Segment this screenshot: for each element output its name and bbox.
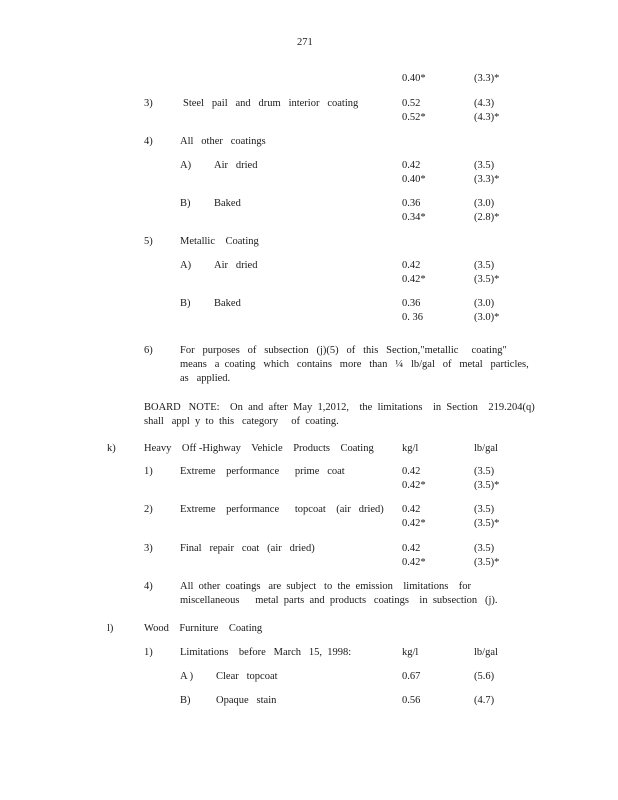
- lb-value: (3.5): [474, 504, 495, 515]
- section-letter: k): [107, 443, 116, 454]
- subitem-label: Clear topcoat: [216, 671, 278, 682]
- lb-column-header: lb/gal: [474, 443, 498, 454]
- kg-value: 0.42*: [402, 274, 426, 285]
- lb-value: (2.8)*: [474, 212, 500, 223]
- page-number: 271: [297, 37, 313, 48]
- lb-value: (3.3)*: [474, 174, 500, 185]
- lb-value: (3.3)*: [474, 73, 500, 84]
- kg-value: 0.36: [402, 298, 421, 309]
- kg-value: 0. 36: [402, 312, 423, 323]
- kg-value: 0.42*: [402, 518, 426, 529]
- item-number: 5): [144, 236, 153, 247]
- lb-value: (3.0)*: [474, 312, 500, 323]
- item-label: Limitations before March 15, 1998:: [180, 647, 352, 658]
- paragraph-line: means a coating which contains more than ¼ lb/gal of metal particles,: [180, 359, 529, 370]
- lb-value: (3.5)*: [474, 518, 500, 529]
- subitem-letter: B): [180, 695, 191, 706]
- paragraph-line: For purposes of subsection (j)(5) of this Section,"metallic coating": [180, 345, 507, 356]
- lb-value: (4.3)*: [474, 112, 500, 123]
- subitem-letter: A): [180, 260, 192, 271]
- subitem-letter: B): [180, 198, 191, 209]
- lb-value: (3.5): [474, 260, 495, 271]
- board-note-line: shall appl y to this category of coating.: [144, 416, 339, 427]
- kg-value: 0.42*: [402, 557, 426, 568]
- kg-column-header: kg/l: [402, 443, 419, 454]
- kg-value: 0.42*: [402, 480, 426, 491]
- item-number: 6): [144, 345, 153, 356]
- subitem-label: Opaque stain: [216, 695, 277, 706]
- lb-value: (3.5)*: [474, 557, 500, 568]
- lb-column-header: lb/gal: [474, 647, 498, 658]
- kg-value: 0.42: [402, 543, 421, 554]
- subitem-letter: B): [180, 298, 191, 309]
- item-label: Extreme performance topcoat (air dried): [180, 504, 384, 515]
- item-number: 1): [144, 466, 153, 477]
- item-number: 3): [144, 98, 153, 109]
- kg-value: 0.42: [402, 260, 421, 271]
- kg-value: 0.42: [402, 160, 421, 171]
- item-label: Steel pail and drum interior coating: [183, 98, 359, 109]
- kg-value: 0.34*: [402, 212, 426, 223]
- lb-value: (3.5): [474, 466, 495, 477]
- subitem-label: Air dried: [214, 260, 258, 271]
- kg-value: 0.40*: [402, 174, 426, 185]
- item-label: Final repair coat (air dried): [180, 543, 315, 554]
- subitem-letter: A ): [180, 671, 194, 682]
- lb-value: (4.3): [474, 98, 495, 109]
- kg-column-header: kg/l: [402, 647, 419, 658]
- lb-value: (3.5): [474, 160, 495, 171]
- section-title: Wood Furniture Coating: [144, 623, 263, 634]
- item-number: 2): [144, 504, 153, 515]
- lb-value: (5.6): [474, 671, 495, 682]
- section-letter: l): [107, 623, 114, 634]
- item-number: 1): [144, 647, 153, 658]
- item-number: 4): [144, 581, 153, 592]
- lb-value: (4.7): [474, 695, 495, 706]
- subitem-letter: A): [180, 160, 192, 171]
- kg-value: 0.67: [402, 671, 421, 682]
- paragraph-line: as applied.: [180, 373, 231, 384]
- board-note-line: BOARD NOTE: On and after May 1,2012, the limitations in Section 219.204(q): [144, 402, 535, 413]
- kg-value: 0.42: [402, 504, 421, 515]
- subitem-label: Baked: [214, 298, 241, 309]
- lb-value: (3.0): [474, 298, 495, 309]
- kg-value: 0.42: [402, 466, 421, 477]
- item-number: 3): [144, 543, 153, 554]
- subitem-label: Air dried: [214, 160, 258, 171]
- paragraph-line: All other coatings are subject to the emission limitations for: [180, 581, 472, 592]
- kg-value: 0.52: [402, 98, 421, 109]
- item-label: Metallic Coating: [180, 236, 259, 247]
- lb-value: (3.5)*: [474, 274, 500, 285]
- lb-value: (3.0): [474, 198, 495, 209]
- item-label: Extreme performance prime coat: [180, 466, 345, 477]
- kg-value: 0.52*: [402, 112, 426, 123]
- item-number: 4): [144, 136, 153, 147]
- subitem-label: Baked: [214, 198, 241, 209]
- item-label: All other coatings: [180, 136, 266, 147]
- kg-value: 0.40*: [402, 73, 426, 84]
- kg-value: 0.36: [402, 198, 421, 209]
- kg-value: 0.56: [402, 695, 421, 706]
- lb-value: (3.5)*: [474, 480, 500, 491]
- lb-value: (3.5): [474, 543, 495, 554]
- section-title: Heavy Off -Highway Vehicle Products Coating: [144, 443, 374, 454]
- paragraph-line: miscellaneous metal parts and products coatings in subsection (j).: [180, 595, 498, 606]
